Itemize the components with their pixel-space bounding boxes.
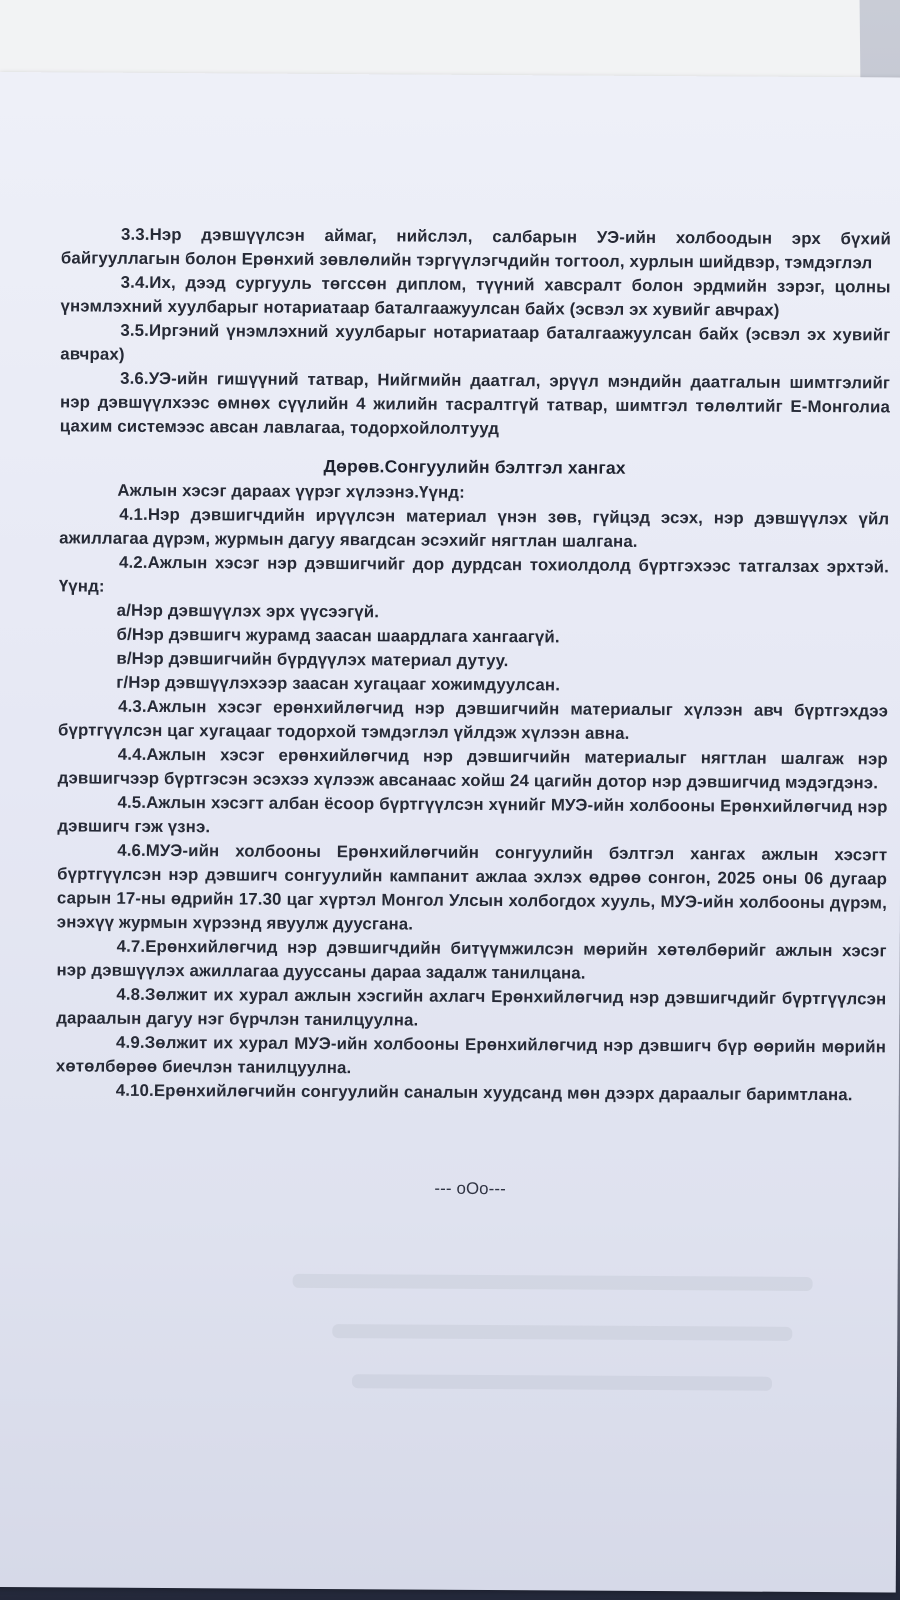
paragraph-4-1: 4.1.Нэр дэвшигчдийн ирүүлсэн материал үнэн зөв, гүйцэд эсэх, нэр дэвшүүлэх үйл ажиллагаа дүрэм, журмын дагуу явагдсан эсэхийг нягтлан шалгана. xyxy=(59,504,890,551)
sub-item-b: б/Нэр дэвшигч журамд заасан шаардлага хангаагүй. xyxy=(116,624,560,647)
paragraph-4-8: 4.8.Зөлжит их хурал ажлын хэсгийн ахлагч Ерөнхийлөгчид нэр дэвшигчдийг бүртгүүлсэн дараалын дагуу нэг бүрчлэн танилцуулна. xyxy=(56,984,887,1030)
document-body xyxy=(55,222,891,1220)
paragraph-3-4: 3.4.Их, дээд сургууль төгссөн диплом, түүний хавсралт болон эрдмийн зэрэг, цолны үнэмлэхний хуулбарыг нотариатаар баталгаажуулсан байх (эсвэл эх хувийг авчрах) xyxy=(60,272,891,320)
bleed-through-shadow xyxy=(293,1274,813,1291)
section-4-heading: Дөрөв.Сонгуулийн бэлтгэл хангах xyxy=(323,455,626,478)
sub-item-v: в/Нэр дэвшигчийн бүрдүүлэх материал дутуу. xyxy=(116,648,509,671)
paragraph-4-5: 4.5.Ажлын хэсэгт албан ёсоор бүртгүүлсэн хүнийг МУЭ-ийн холбооны Ерөнхийлөгчид нэр дэвшигч гэж үзнэ. xyxy=(57,792,888,837)
paragraph-4-10: 4.10.Ерөнхийлөгчийн сонгуулийн саналын хуудсанд мөн дээрх дараалыг баримтлана. xyxy=(115,1080,853,1105)
paragraph-3-6: 3.6.УЭ-ийн гишүүний татвар, Нийгмийн даатгал, эрүүл мэндийн даатгалын шимтгэлийг нэр дэвшүүлхээс өмнөх сүүлийн 4 жилийн тасралтгүй татвар, шимтгэл төлөлтийг Е-Монголиа цахим системээс авсан лавлагаа, тодорхойлолтууд xyxy=(59,368,891,439)
sub-item-g: г/Нэр дэвшүүлэхээр заасан хугацааг хожимдуулсан. xyxy=(116,672,561,695)
paragraph-4-7: 4.7.Ерөнхийлөгчид нэр дэвшигчдийн битүүмжилсэн мөрийн хөтөлбөрийг ажлын хэсэг нэр дэвшүүлэх ажиллагаа дууссаны дараа задалж танилцана. xyxy=(56,936,887,983)
paragraph-4-6: 4.6.МУЭ-ийн холбооны Ерөнхийлөгчийн сонгуулийн бэлтгэл хангах ажлын хэсэгт бүртгүүлсэн нэр дэвшигч сонгуулийн кампанит ажлаа эхлэх өдрөө сонгон, 2025 оны 06 дугаар сарын 17-ны өдрийн 17.30 цаг хүртэл Монгол Улсын холбогдох хууль, МУЭ-ийн холбооны дүрэм, энэхүү журмын хүрээнд явуулж дуусгана. xyxy=(56,840,888,934)
bleed-through-shadow xyxy=(332,1324,792,1341)
bleed-through-shadow xyxy=(352,1374,772,1391)
paragraph-4-9: 4.9.Зөлжит их хурал МУЭ-ийн холбооны Ерөнхийлөгчид нэр дэвшигч бүр өөрийн мөрийн хөтөлбөрөө биечлэн танилцуулна. xyxy=(55,1032,887,1078)
paragraph-3-3: 3.3.Нэр дэвшүүлсэн аймаг, нийслэл, салбарын УЭ-ийн холбоодын эрх бүхий байгууллагын болон Ерөнхий зөвлөлийн тэргүүлэгчдийн тогтоол, хурлын шийдвэр, тэмдэглэл xyxy=(60,224,892,273)
paragraph-3-5: 3.5.Иргэний үнэмлэхний хуулбарыг нотариатаар баталгаажуулсан байх (эсвэл эх хувийг авчрах) xyxy=(60,320,891,364)
end-mark: --- oOo--- xyxy=(434,1178,506,1199)
paragraph-4-2: 4.2.Ажлын хэсэг нэр дэвшигчийг дор дурдсан тохиолдолд бүртгэхээс татгалзах эрхтэй. Үүнд: xyxy=(58,552,890,596)
paragraph-4-3: 4.3.Ажлын хэсэг ерөнхийлөгчид нэр дэвшигчийн материалыг хүлээн авч бүртгэхдээ бүртгүүлсэн цаг хугацааг тодорхой тэмдэглэл үйлдэж хүлээн авна. xyxy=(57,696,889,743)
section-4-intro: Ажлын хэсэг дараах үүрэг хүлээнэ.Үүнд: xyxy=(117,480,465,502)
paragraph-4-4: 4.4.Ажлын хэсэг ерөнхийлөгчид нэр дэвшигчийн материалыг нягтлан шалгаж нэр дэвшигчээр бүртгэсэн эсэхээ хүлээж авсанаас хойш 24 цагийн дотор нэр дэвшигчид мэдэгдэнэ. xyxy=(57,744,888,793)
document-page xyxy=(0,72,900,1593)
sub-item-a: а/Нэр дэвшүүлэх эрх үүсээгүй. xyxy=(116,600,380,622)
